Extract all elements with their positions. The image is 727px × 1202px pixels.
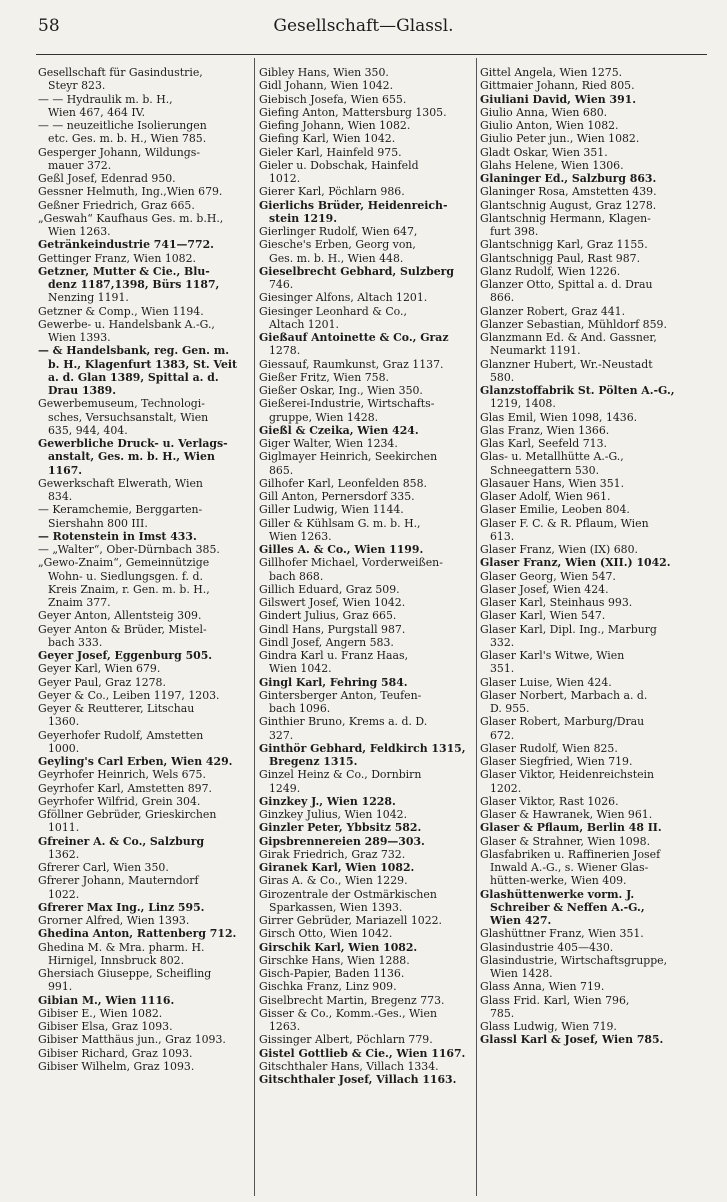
entry-line: Gissinger Albert, Pöchlarn 779. — [259, 1033, 433, 1047]
entry-line: a. d. Glan 1389, Spittal a. d. — [48, 370, 219, 384]
entry-line: Wien 427. — [490, 914, 552, 927]
entry-line: Glantschnig August, Graz 1278. — [480, 198, 657, 212]
column-2 — [259, 66, 471, 1196]
entry-line: Gindra Karl u. Franz Haas, — [259, 649, 409, 662]
entry-line: Gillhofer Michael, Vorderweißen- — [259, 556, 443, 570]
entry-line: Girozentrale der Ostmärkischen — [259, 887, 437, 901]
entry-line: Giesinger Alfons, Altach 1201. — [259, 291, 428, 305]
entry-line: Glantschnig Hermann, Klagen- — [480, 211, 651, 225]
entry-line: Getzner & Comp., Wien 1194. — [38, 304, 204, 318]
entry-line: Wien 1393. — [48, 331, 111, 344]
entry-line: Kreis Znaim, r. Gen. m. b. H., — [48, 582, 210, 596]
entry-line: Glaser Viktor, Heidenreichstein — [480, 768, 655, 782]
entry-line: Gitschthaler Hans, Villach 1334. — [259, 1059, 439, 1073]
entry-line: Steyr 823. — [48, 79, 106, 93]
entry-line: Giras A. & Co., Wien 1229. — [259, 874, 408, 888]
entry-line: sches, Versuchsanstalt, Wien — [48, 410, 209, 424]
entry-line: Glaser Viktor, Rast 1026. — [480, 794, 619, 808]
entry-line: Glantschnigg Paul, Rast 987. — [480, 251, 641, 265]
entry-line: Giessauf, Raumkunst, Graz 1137. — [259, 357, 444, 371]
entry-line: Glashüttenwerke vorm. J. — [480, 887, 635, 901]
entry-line: Glaser Karl, Wien 547. — [480, 609, 606, 623]
entry-line: Gisch-Papier, Baden 1136. — [259, 967, 405, 980]
entry-line: Giller Ludwig, Wien 1144. — [259, 503, 404, 517]
entry-line: Gewerkschaft Elwerath, Wien — [38, 476, 203, 490]
entry-line: Hirnigel, Innsbruck 802. — [48, 953, 185, 967]
entry-line: Giulio Peter jun., Wien 1082. — [480, 132, 640, 146]
entry-line: — — Hydraulik m. b. H., — [38, 92, 173, 106]
entry-line: Giefing Karl, Wien 1042. — [259, 132, 396, 146]
entry-line: Glaser Rudolf, Wien 825. — [480, 741, 618, 755]
entry-line: D. 955. — [490, 702, 530, 715]
entry-line: Glaser Robert, Marburg/Drau — [480, 715, 645, 729]
entry-line: denz 1187,1398, Bürs 1187, — [48, 278, 220, 291]
entry-line: Gitschthaler Josef, Villach 1163. — [259, 1073, 457, 1086]
entry-line: Wien 1263. — [269, 529, 332, 543]
entry-line: stein 1219. — [269, 211, 338, 225]
entry-line: Giglmayer Heinrich, Seekirchen — [259, 450, 438, 464]
entry-line: Gindert Julius, Graz 665. — [259, 609, 397, 623]
entry-line: Gill Anton, Pernersdorf 335. — [259, 490, 415, 503]
entry-line: — & Handelsbank, reg. Gen. m. — [38, 344, 230, 358]
entry-line: Gesellschaft für Gasindustrie, — [38, 66, 203, 79]
entry-line: Giefing Johann, Wien 1082. — [259, 119, 411, 132]
entry-line: Schreiber & Neffen A.-G., — [490, 900, 645, 914]
entry-line: 1202. — [490, 781, 522, 795]
entry-line: furt 398. — [490, 225, 539, 238]
entry-line: Gibiser Richard, Graz 1093. — [38, 1046, 193, 1060]
column-3 — [480, 66, 688, 1196]
entry-line: 1219, 1408. — [490, 397, 556, 411]
entry-line: 327. — [269, 728, 294, 742]
entry-line: 1022. — [48, 887, 80, 901]
entry-line: 1249. — [269, 781, 301, 795]
entry-line: — — neuzeitliche Isolierungen — [38, 119, 207, 132]
entry-line: 746. — [269, 278, 294, 291]
entry-line: Gfrerer Carl, Wien 350. — [38, 861, 169, 874]
entry-line: Gießer Oskar, Ing., Wien 350. — [259, 384, 423, 397]
entry-line: Gibian M., Wien 1116. — [38, 993, 175, 1007]
entry-line: Glass Anna, Wien 719. — [480, 980, 605, 994]
entry-line: Glashüttner Franz, Wien 351. — [480, 927, 644, 941]
entry-line: Wien 467, 464 IV. — [48, 105, 146, 119]
entry-line: Gesperger Johann, Wildungs- — [38, 145, 201, 159]
entry-line: Glaser F. C. & R. Pflaum, Wien — [480, 516, 649, 530]
entry-line: Glahs Helene, Wien 1306. — [480, 158, 624, 172]
entry-line: Ginzler Peter, Ybbsitz 582. — [259, 821, 422, 835]
entry-line: Gföllner Gebrüder, Grieskirchen — [38, 808, 217, 821]
entry-line: 1362. — [48, 847, 80, 861]
entry-line: Schneegattern 530. — [490, 463, 600, 477]
entry-line: Gießl & Czeika, Wien 424. — [259, 423, 419, 437]
entry-line: Gieler u. Dobschak, Hainfeld — [259, 158, 419, 172]
entry-line: Gießauf Antoinette & Co., Graz — [259, 331, 449, 344]
entry-line: Wohn- u. Siedlungsgen. f. d. — [48, 569, 203, 583]
entry-line: Glaser Karl's Witwe, Wien — [480, 649, 625, 662]
entry-line: anstalt, Ges. m. b. H., Wien — [48, 450, 215, 464]
entry-line: Glanzner Hubert, Wr.-Neustadt — [480, 357, 653, 371]
entry-line: 332. — [490, 635, 515, 649]
entry-line: b. H., Klagenfurt 1383, St. Veit — [48, 357, 238, 371]
entry-line: Glaser Luise, Wien 424. — [480, 675, 612, 689]
entry-line: Gischka Franz, Linz 909. — [259, 980, 397, 994]
entry-line: „Geswah“ Kaufhaus Ges. m. b.H., — [38, 211, 224, 225]
entry-line: Glanzstoffabrik St. Pölten A.-G., — [480, 384, 675, 397]
entry-line: Geyer Josef, Eggenburg 505. — [38, 649, 213, 662]
entry-line: Inwald A.-G., s. Wiener Glas- — [490, 861, 649, 874]
entry-line: 613. — [490, 529, 515, 543]
entry-line: Gewerbliche Druck- u. Verlags- — [38, 437, 228, 450]
entry-line: Glaser Norbert, Marbach a. d. — [480, 688, 648, 702]
entry-line: 672. — [490, 728, 515, 742]
entry-line: 866. — [490, 291, 515, 305]
entry-line: 991. — [48, 980, 73, 994]
entry-line: Glaser Emilie, Leoben 804. — [480, 503, 630, 517]
page-title: Gesellschaft—Glassl. — [273, 16, 454, 36]
entry-line: Znaim 377. — [48, 596, 111, 609]
entry-line: Glas Franz, Wien 1366. — [480, 423, 610, 437]
entry-line: Neumarkt 1191. — [490, 344, 581, 358]
entry-line: 1360. — [48, 715, 80, 729]
entry-line: Giger Walter, Wien 1234. — [259, 437, 398, 450]
entry-line: Gettinger Franz, Wien 1082. — [38, 251, 196, 265]
entry-line: Glanz Rudolf, Wien 1226. — [480, 264, 621, 278]
page-header — [0, 16, 727, 40]
entry-line: 1278. — [269, 344, 301, 358]
entry-line: hütten-werke, Wien 409. — [490, 874, 627, 888]
entry-line: 1000. — [48, 741, 80, 755]
entry-line: Glass Frid. Karl, Wien 796, — [480, 993, 630, 1007]
entry-line: Geyer Karl, Wien 679. — [38, 662, 161, 676]
entry-line: Glasindustrie 405—430. — [480, 940, 614, 954]
entry-line: Geyer Anton, Allentsteig 309. — [38, 609, 202, 623]
entry-line: Gfrerer Max Ing., Linz 595. — [38, 900, 205, 914]
entry-line: Gibiser Matthäus jun., Graz 1093. — [38, 1033, 226, 1047]
entry-line: Altach 1201. — [269, 317, 339, 331]
entry-line: Glassl Karl & Josef, Wien 785. — [480, 1033, 664, 1047]
entry-line: Geyer & Reutterer, Litschau — [38, 702, 195, 715]
entry-line: Ginthier Bruno, Krems a. d. D. — [259, 715, 428, 729]
entry-line: Glasauer Hans, Wien 351. — [480, 476, 625, 490]
entry-line: Geyer Anton & Brüder, Mistel- — [38, 622, 207, 636]
entry-line: Wien 1263. — [48, 225, 111, 238]
entry-line: Giselbrecht Martin, Bregenz 773. — [259, 993, 445, 1007]
entry-line: Glanzer Robert, Graz 441. — [480, 304, 626, 318]
entry-line: Sparkassen, Wien 1393. — [269, 900, 403, 914]
entry-line: Glaninger Rosa, Amstetten 439. — [480, 185, 657, 199]
entry-line: Geßner Friedrich, Graz 665. — [38, 198, 195, 212]
entry-line: Girrer Gebrüder, Mariazell 1022. — [259, 914, 443, 927]
entry-line: Girsch Otto, Wien 1042. — [259, 927, 393, 941]
entry-line: Glanzer Otto, Spittal a. d. Drau — [480, 278, 653, 291]
entry-line: Gessner Helmuth, Ing.,Wien 679. — [38, 185, 223, 199]
entry-line: Gindl Hans, Purgstall 987. — [259, 622, 406, 636]
entry-line: Girschik Karl, Wien 1082. — [259, 940, 418, 954]
entry-line: Getzner, Mutter & Cie., Blu- — [38, 264, 210, 278]
entry-line: Gindl Josef, Angern 583. — [259, 635, 394, 649]
entry-line: Giefing Anton, Mattersburg 1305. — [259, 105, 447, 119]
entry-line: Gierer Karl, Pöchlarn 986. — [259, 185, 405, 199]
entry-line: Glasindustrie, Wirtschaftsgruppe, — [480, 953, 668, 967]
entry-line: Ginthör Gebhard, Feldkirch 1315, — [259, 741, 466, 755]
entry-line: Gilhofer Karl, Leonfelden 858. — [259, 476, 427, 490]
entry-line: Glaser & Hawranek, Wien 961. — [480, 808, 653, 821]
entry-line: Gintersberger Anton, Teufen- — [259, 688, 422, 702]
entry-line: Gierlichs Brüder, Heidenreich- — [259, 198, 448, 212]
entry-line: Geyerhofer Rudolf, Amstetten — [38, 728, 204, 742]
entry-line: Geyrhofer Wilfrid, Grein 304. — [38, 794, 201, 808]
entry-line: — Keramchemie, Berggarten- — [38, 503, 203, 517]
entry-line: 580. — [490, 370, 515, 384]
entry-line: Ginzkey J., Wien 1228. — [259, 794, 396, 808]
entry-line: Gieler Karl, Hainfeld 975. — [259, 145, 402, 159]
entry-line: Glas Karl, Seefeld 713. — [480, 437, 607, 450]
entry-line: Geyrhofer Heinrich, Wels 675. — [38, 768, 206, 782]
entry-line: mauer 372. — [48, 158, 112, 172]
entry-line: Geyrhofer Karl, Amstetten 897. — [38, 781, 212, 795]
entry-line: Giulio Anton, Wien 1082. — [480, 119, 619, 132]
entry-line: Gfrerer Johann, Mauterndorf — [38, 874, 199, 888]
header-rule — [36, 54, 707, 55]
entry-line: Girschke Hans, Wien 1288. — [259, 953, 410, 967]
entry-line: Girak Friedrich, Graz 732. — [259, 847, 406, 861]
entry-line: — „Walter“, Ober-Dürnbach 385. — [38, 543, 220, 556]
entry-line: Glaser Franz, Wien (XII.) 1042. — [480, 556, 671, 570]
entry-line: Gieselbrecht Gebhard, Sulzberg — [259, 264, 454, 278]
entry-line: Getränkeindustrie 741—772. — [38, 238, 214, 252]
entry-line: Glanzmann Ed. & And. Gassner, — [480, 331, 657, 344]
entry-line: Glaser Siegfried, Wien 719. — [480, 755, 633, 768]
entry-line: 635, 944, 404. — [48, 423, 128, 437]
entry-line: bach 1096. — [269, 702, 331, 715]
entry-line: bach 868. — [269, 569, 324, 583]
entry-line: 865. — [269, 463, 294, 477]
entry-line: Glas Emil, Wien 1098, 1436. — [480, 410, 638, 424]
entry-line: Giesinger Leonhard & Co., — [259, 304, 407, 318]
entry-line: Giulio Anna, Wien 680. — [480, 105, 608, 119]
entry-line: gruppe, Wien 1428. — [269, 410, 379, 424]
entry-line: Gierlinger Rudolf, Wien 647, — [259, 225, 418, 238]
entry-line: Giebisch Josefa, Wien 655. — [259, 92, 407, 106]
entry-line: Gillich Eduard, Graz 509. — [259, 582, 400, 596]
entry-line: Glaser Josef, Wien 424. — [480, 582, 609, 596]
entry-line: bach 333. — [48, 635, 103, 649]
entry-line: Gittel Angela, Wien 1275. — [480, 66, 623, 79]
entry-line: Glaser Georg, Wien 547. — [480, 569, 616, 583]
entry-line: Glaser Franz, Wien (IX) 680. — [480, 543, 638, 556]
entry-line: Gießerei-Industrie, Wirtschafts- — [259, 397, 435, 411]
entry-line: Gibley Hans, Wien 350. — [259, 66, 389, 79]
entry-line: Giuliani David, Wien 391. — [480, 92, 637, 106]
entry-line: Gipsbrennereien 289—303. — [259, 834, 425, 848]
entry-line: Drau 1389. — [48, 384, 117, 397]
entry-line: Geßl Josef, Edenrad 950. — [38, 172, 176, 185]
entry-line: 1012. — [269, 172, 301, 185]
entry-line: Gibiser Wilhelm, Graz 1093. — [38, 1059, 195, 1073]
column-divider — [476, 58, 477, 1196]
entry-line: Gilswert Josef, Wien 1042. — [259, 596, 406, 609]
entry-line: 834. — [48, 490, 73, 503]
entry-line: 351. — [490, 662, 515, 676]
entry-line: Glanzer Sebastian, Mühldorf 859. — [480, 317, 667, 331]
entry-line: Glass Ludwig, Wien 719. — [480, 1020, 617, 1033]
entry-line: — Rotenstein in Imst 433. — [38, 529, 197, 543]
entry-line: Gittmaier Johann, Ried 805. — [480, 79, 635, 93]
entry-line: Geyer Paul, Graz 1278. — [38, 675, 166, 689]
entry-line: Wien 1428. — [490, 967, 553, 980]
column-1 — [38, 66, 248, 1196]
entry-line: Geyling's Carl Erben, Wien 429. — [38, 755, 233, 768]
entry-line: Ghedina Anton, Rattenberg 712. — [38, 927, 237, 941]
entry-line: Glaser & Pflaum, Berlin 48 II. — [480, 821, 662, 835]
entry-line: Nenzing 1191. — [48, 291, 129, 305]
entry-line: Gladt Oskar, Wien 351. — [480, 145, 608, 159]
entry-line: Grorner Alfred, Wien 1393. — [38, 914, 190, 927]
entry-line: Glantschnigg Karl, Graz 1155. — [480, 238, 648, 252]
entry-line: Siershahn 800 III. — [48, 516, 148, 530]
entry-line: Glasfabriken u. Raffinerien Josef — [480, 847, 661, 861]
entry-line: Glaser Karl, Dipl. Ing., Marburg — [480, 622, 657, 636]
entry-line: 785. — [490, 1006, 515, 1020]
entry-line: 1011. — [48, 821, 80, 835]
entry-line: Giller & Kühlsam G. m. b. H., — [259, 516, 421, 530]
entry-line: Ghedina M. & Mra. pharm. H. — [38, 940, 205, 954]
page-number: 58 — [38, 16, 60, 36]
entry-line: Gingl Karl, Fehring 584. — [259, 675, 408, 689]
entry-line: Giesche's Erben, Georg von, — [259, 238, 416, 252]
entry-line: „Gewo-Znaim“, Gemeinnützige — [38, 556, 210, 570]
entry-line: Gisser & Co., Komm.-Ges., Wien — [259, 1006, 437, 1020]
entry-line: Ghersiach Giuseppe, Scheifling — [38, 967, 212, 980]
entry-line: Gibiser E., Wien 1082. — [38, 1006, 163, 1020]
entry-line: Ginzkey Julius, Wien 1042. — [259, 808, 408, 821]
entry-line: Wien 1042. — [269, 662, 332, 676]
entry-line: Gidl Johann, Wien 1042. — [259, 79, 394, 93]
entry-line: Gewerbemuseum, Technologi- — [38, 397, 205, 411]
entry-line: Bregenz 1315. — [269, 755, 358, 768]
entry-line: Glaninger Ed., Salzburg 863. — [480, 172, 657, 185]
entry-line: Glaser Adolf, Wien 961. — [480, 490, 611, 503]
entry-line: Glaser Karl, Steinhaus 993. — [480, 596, 633, 609]
column-divider — [254, 58, 255, 1196]
entry-line: etc. Ges. m. b. H., Wien 785. — [48, 132, 207, 146]
entry-line: Giranek Karl, Wien 1082. — [259, 861, 415, 874]
entry-line: Gewerbe- u. Handelsbank A.-G., — [38, 317, 215, 331]
entry-line: Gießer Fritz, Wien 758. — [259, 370, 389, 384]
entry-line: Glas- u. Metallhütte A.-G., — [480, 450, 624, 464]
entry-line: Geyer & Co., Leiben 1197, 1203. — [38, 688, 220, 702]
entry-line: Glaser & Strahner, Wien 1098. — [480, 834, 651, 848]
entry-line: Gibiser Elsa, Graz 1093. — [38, 1020, 173, 1033]
entry-line: Gfreiner A. & Co., Salzburg — [38, 834, 205, 848]
entry-line: Gilles A. & Co., Wien 1199. — [259, 543, 424, 556]
entry-line: 1263. — [269, 1020, 301, 1033]
entry-line: 1167. — [48, 463, 83, 477]
entry-line: Ginzel Heinz & Co., Dornbirn — [259, 768, 422, 782]
entry-line: Ges. m. b. H., Wien 448. — [269, 251, 404, 265]
entry-line: Gistel Gottlieb & Cie., Wien 1167. — [259, 1046, 466, 1060]
